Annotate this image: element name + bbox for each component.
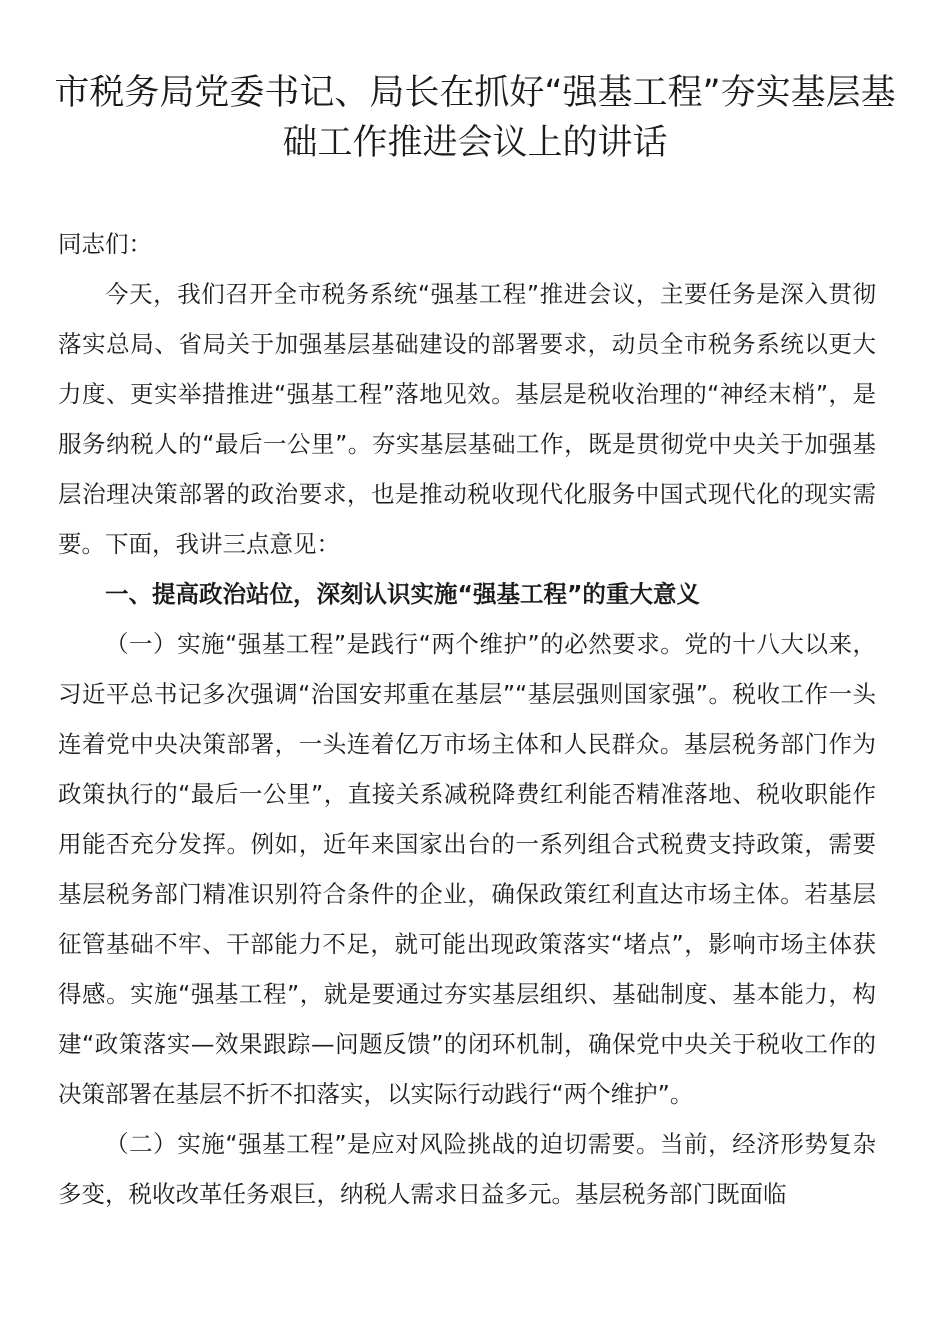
section-1-heading: 一、提高政治站位，深刻认识实施“强基工程”的重大意义 — [105, 580, 700, 608]
section-1-paragraph-1: （一）实施“强基工程”是践行“两个维护”的必然要求。党的十八大以来，习近平总书记多次强调“治国安邦重在基层”“基层强则国家强”。税收工作一头连着党中央决策部署，一头连着亿万市场主体和人民群众。基层税务部门作为政策执行的“最后一公里”，直接关系减税降费红利能否精准落地、税收职能作用能否充分发挥。例如，近年来国家出台的一系列组合式税费支持政策，需要基层税务部门精准识别符合条件的企业，确保政策红利直达市场主体。若基层征管基础不牢、干部能力不足，就可能出现政策落实“堵点”，影响市场主体获得感。实施“强基工程”，就是要通过夯实基层组织、基础制度、基本能力，构建“政策落实—效果跟踪—问题反馈”的闭环机制，确保党中央关于税收工作的决策部署在基层不折不扣落实，以实际行动践行“两个维护”。 — [58, 630, 876, 1108]
salutation: 同志们： — [58, 230, 152, 258]
section-1-paragraph-2: （二）实施“强基工程”是应对风险挑战的迫切需要。当前，经济形势复杂多变，税收改革任务艰巨，纳税人需求日益多元。基层税务部门既面临 — [58, 1130, 876, 1208]
document-title: 市税务局党委书记、局长在抓好“强基工程”夯实基层基础工作推进会议上的讲话 — [54, 73, 896, 163]
document-body — [58, 219, 876, 1219]
intro-paragraph: 今天，我们召开全市税务系统“强基工程”推进会议，主要任务是深入贯彻落实总局、省局关于加强基层基础建设的部署要求，动员全市税务系统以更大力度、更实举措推进“强基工程”落地见效。基层是税收治理的“神经末梢”，是服务纳税人的“最后一公里”。夯实基层基础工作，既是贯彻党中央关于加强基层治理决策部署的政治要求，也是推动税收现代化服务中国式现代化的现实需要。下面，我讲三点意见： — [58, 280, 876, 558]
